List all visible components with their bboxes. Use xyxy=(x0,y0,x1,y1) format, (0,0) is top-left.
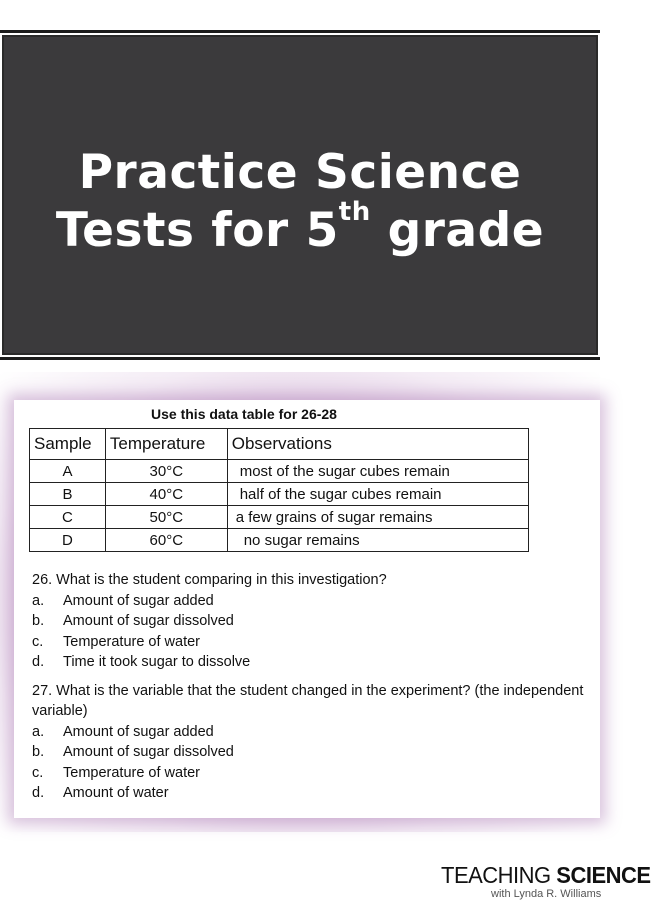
answer-option xyxy=(32,632,592,653)
question-26 xyxy=(32,570,592,673)
answer-option xyxy=(32,763,592,784)
data-table xyxy=(29,428,529,552)
cell-observation: no sugar remains xyxy=(227,529,528,552)
teaching-science-logo xyxy=(441,861,651,900)
worksheet-card xyxy=(14,400,600,818)
banner-title-line-2 xyxy=(0,197,600,258)
option-letter: c. xyxy=(32,764,44,781)
cell-sample: A xyxy=(30,460,106,483)
header-sample: Sample xyxy=(30,429,106,460)
table-row xyxy=(30,529,529,552)
cell-temperature: 40°C xyxy=(105,483,227,506)
table-header-row xyxy=(30,429,529,460)
cell-temperature: 30°C xyxy=(105,460,227,483)
title-banner xyxy=(0,30,600,360)
question-stem: 26. What is the student comparing in this investigation? xyxy=(32,572,387,588)
option-letter: b. xyxy=(32,613,45,629)
question-stem: 27. What is the variable that the student changed in the experiment? (the independent variable) xyxy=(32,682,584,719)
questions xyxy=(32,570,592,804)
option-text: Amount of water xyxy=(63,785,169,801)
option-text: Time it took sugar to dissolve xyxy=(63,654,251,670)
option-letter: a. xyxy=(32,723,45,740)
answer-option xyxy=(32,611,592,632)
cell-sample: C xyxy=(30,506,106,529)
option-text: Temperature of water xyxy=(63,633,201,650)
banner-title-line-2-start: Tests for 5 xyxy=(55,203,339,258)
option-letter: d. xyxy=(32,785,45,801)
table-row xyxy=(30,506,529,529)
cell-temperature: 50°C xyxy=(105,506,227,529)
cell-sample: B xyxy=(30,483,106,506)
cell-temperature: 60°C xyxy=(105,529,227,552)
logo-word-teaching: TEACHING xyxy=(441,861,557,889)
option-text: Amount of sugar dissolved xyxy=(63,744,234,760)
table-row xyxy=(30,460,529,483)
answer-option xyxy=(32,591,592,612)
cell-sample: D xyxy=(30,529,106,552)
logo-wordmark xyxy=(441,861,651,889)
option-letter: c. xyxy=(32,633,44,650)
option-letter: b. xyxy=(32,744,45,760)
answer-option xyxy=(32,722,592,743)
answer-option xyxy=(32,742,592,763)
option-letter: a. xyxy=(32,592,45,609)
option-text: Amount of sugar dissolved xyxy=(63,613,234,629)
banner-title-superscript: th xyxy=(338,197,371,227)
cell-observation: a few grains of sugar remains xyxy=(227,506,528,529)
header-observations: Observations xyxy=(227,429,528,460)
banner-title-line-2-end: grade xyxy=(370,203,545,258)
cell-observation: most of the sugar cubes remain xyxy=(227,460,528,483)
banner-title-line-1: Practice Science xyxy=(78,145,522,200)
option-text: Temperature of water xyxy=(63,764,201,781)
header-temperature: Temperature xyxy=(105,429,227,460)
answer-option xyxy=(32,652,592,673)
logo-word-science: SCIENCE xyxy=(556,861,651,889)
cell-observation: half of the sugar cubes remain xyxy=(227,483,528,506)
question-27 xyxy=(32,681,592,804)
logo-byline: with Lynda R. Williams xyxy=(491,888,602,900)
answer-option xyxy=(32,783,592,804)
option-letter: d. xyxy=(32,654,45,670)
option-text: Amount of sugar added xyxy=(63,592,214,609)
table-title: Use this data table for 26-28 xyxy=(151,406,337,422)
option-text: Amount of sugar added xyxy=(63,723,214,740)
table-row xyxy=(30,483,529,506)
